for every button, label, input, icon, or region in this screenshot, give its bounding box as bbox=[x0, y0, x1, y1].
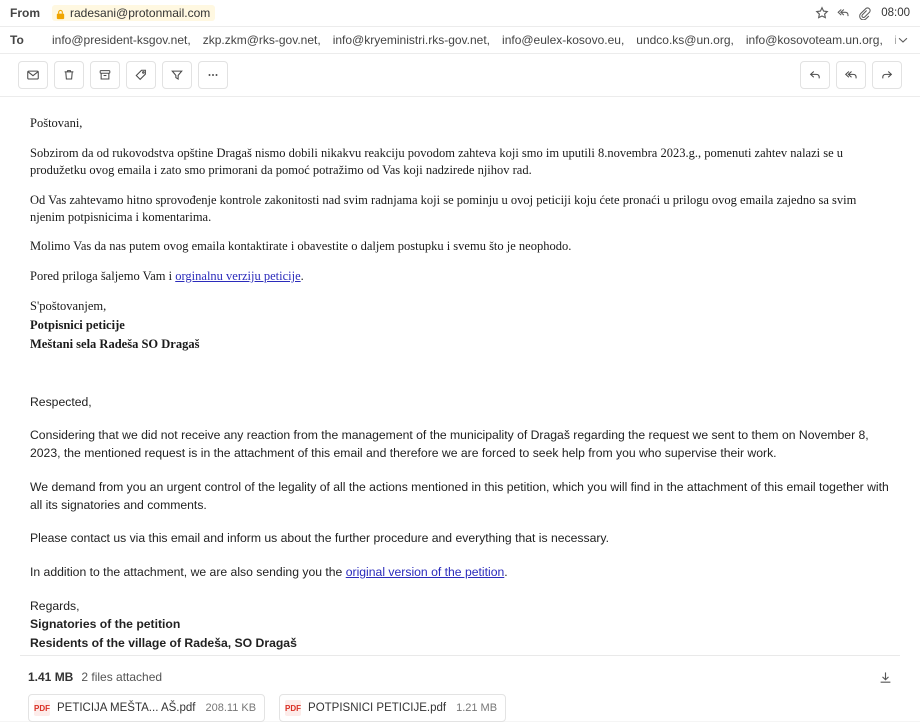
reply-button[interactable] bbox=[800, 61, 830, 89]
sr-paragraph-2: Od Vas zahtevamo hitno sprovođenje kontrole zakonitosti nad svim radnjama koji se pominju u ovoj peticiji koju ćete pronaći u prilogu ovog emaila zajedno sa svim njenim potpisnicima i komentarima. bbox=[30, 192, 857, 224]
en-greeting: Respected, bbox=[30, 394, 92, 409]
sr-signoff-2: Potpisnici peticije bbox=[30, 318, 125, 332]
block-separator bbox=[30, 366, 890, 394]
attachment-size: 208.11 KB bbox=[205, 702, 257, 714]
reply-all-button[interactable] bbox=[836, 61, 866, 89]
sr-link-prefix: Pored priloga šaljemo Vam i bbox=[30, 269, 176, 284]
from-label: From bbox=[10, 6, 40, 20]
star-icon[interactable] bbox=[815, 6, 829, 20]
sr-link-suffix: . bbox=[300, 269, 304, 284]
en-paragraph-2: We demand from you an urgent control of the legality of all the actions mentioned in this petition, which you will find in the attachment of this email together with all its signatories and comments. bbox=[30, 479, 889, 512]
pdf-file-icon: PDF bbox=[34, 700, 50, 716]
recipient-list[interactable] bbox=[52, 33, 896, 47]
sr-signoff-1: S'poštovanjem, bbox=[30, 299, 107, 314]
forward-button[interactable] bbox=[872, 61, 902, 89]
recipient: info@eulex-kosovo.eu, bbox=[502, 33, 625, 47]
more-actions-button[interactable] bbox=[198, 61, 228, 89]
from-row bbox=[0, 0, 920, 27]
serbian-message-block bbox=[30, 115, 890, 353]
attachments-header bbox=[0, 656, 920, 690]
en-paragraph-4 bbox=[30, 564, 890, 582]
sr-paragraph-4 bbox=[30, 268, 890, 285]
en-original-petition-link[interactable]: original version of the petition bbox=[345, 564, 505, 579]
attachment-name: POTPISNICI PETICIJE.pdf bbox=[308, 702, 447, 714]
label-button[interactable] bbox=[126, 61, 156, 89]
scrollbar[interactable] bbox=[916, 0, 920, 721]
mark-unread-button[interactable] bbox=[18, 61, 48, 89]
reply-all-icon[interactable] bbox=[836, 6, 850, 20]
attachment-list bbox=[0, 690, 920, 722]
move-to-archive-button[interactable] bbox=[90, 61, 120, 89]
download-icon[interactable] bbox=[878, 670, 892, 684]
en-paragraph-1: Considering that we did not receive any reaction from the management of the municipality of Dragaš regarding the request we sent to them on November 8, 2023, the mentioned request is in the attachment of this email and therefore we are forced to seek help from you who supervise their work. bbox=[30, 428, 869, 461]
toolbar-right-group bbox=[794, 61, 902, 89]
en-signoff-2: Signatories of the petition bbox=[30, 617, 181, 632]
header-actions bbox=[815, 6, 910, 20]
lock-icon bbox=[55, 9, 66, 20]
sender-address: radesani@protonmail.com bbox=[70, 6, 211, 20]
english-message-block bbox=[30, 394, 890, 653]
delete-button[interactable] bbox=[54, 61, 84, 89]
recipient: undco.ks@un.org, bbox=[636, 33, 734, 47]
sr-paragraph-1: Sobzirom da od rukovodstva opštine Dragaš nismo dobili nikakvu reakciju povodom zahteva koji smo im uputili 8.novembra 2023.g., pomenuti zahtev nalazi se u produžetku ovog emaila i zato smo primorani da pomoć potražimo od Vas koji nadzirede njihov rad. bbox=[30, 145, 844, 177]
to-label: To bbox=[10, 33, 24, 47]
attachments-count-label: 2 files attached bbox=[81, 670, 163, 684]
en-link-prefix: In addition to the attachment, we are also sending you the bbox=[30, 564, 346, 579]
attachment-size: 1.21 MB bbox=[456, 702, 498, 714]
recipient: zkp.zkm@rks-gov.net, bbox=[202, 33, 321, 47]
sr-signoff-3: Meštani sela Radeša SO Dragaš bbox=[30, 336, 200, 351]
attachment-name: PETICIJA MEŠTA... AŠ.pdf bbox=[57, 702, 196, 714]
en-signoff-3: Residents of the village of Radeša, SO Dragaš bbox=[30, 635, 297, 650]
attachment-item[interactable] bbox=[279, 694, 506, 722]
attachments-total-size: 1.41 MB bbox=[28, 670, 74, 684]
attachment-icon[interactable] bbox=[857, 6, 871, 20]
message-body bbox=[0, 97, 920, 655]
attachment-item[interactable] bbox=[28, 694, 265, 722]
message-toolbar bbox=[0, 54, 920, 97]
recipient: info@kosovoteam.un.org, bbox=[745, 33, 883, 47]
en-signoff-1: Regards, bbox=[30, 598, 80, 613]
sr-original-petition-link[interactable]: orginalnu verziju peticije bbox=[175, 269, 301, 284]
sr-greeting: Poštovani, bbox=[30, 116, 83, 130]
filter-button[interactable] bbox=[162, 61, 192, 89]
recipient: info@president-ksgov.net, bbox=[52, 33, 191, 47]
recipient: info@kryeministri.rks-gov.net, bbox=[332, 33, 491, 47]
en-paragraph-3: Please contact us via this email and inform us about the further procedure and everything that is necessary. bbox=[30, 531, 609, 546]
sender-chip[interactable] bbox=[52, 5, 215, 21]
to-row bbox=[0, 27, 920, 54]
pdf-file-icon: PDF bbox=[285, 700, 301, 716]
message-time: 08:00 bbox=[881, 7, 910, 19]
sr-paragraph-3: Molimo Vas da nas putem ovog emaila kontaktirate i obavestite o daljem postupku i svemu što je neophodo. bbox=[30, 239, 572, 254]
en-link-suffix: . bbox=[504, 564, 508, 579]
chevron-down-icon[interactable] bbox=[896, 33, 910, 47]
expand-header-area bbox=[896, 33, 910, 47]
